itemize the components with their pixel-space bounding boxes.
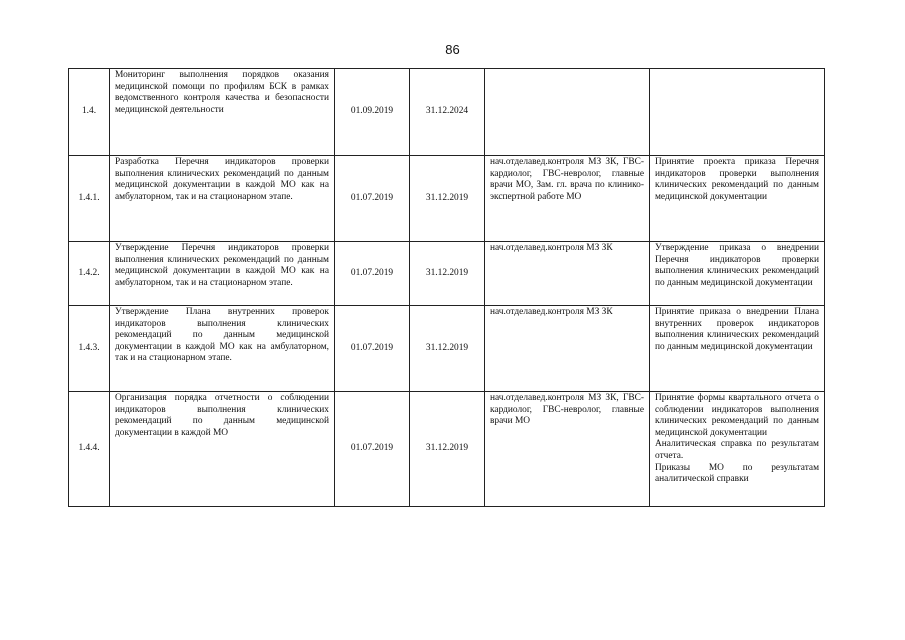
event-description: Утверждение Перечня индикаторов проверки выполнения клинических рекомендаций по данным медицинской документации в каждой МО как на амбулаторном, так и на стационарном этапе. [110,242,335,306]
start-date: 01.07.2019 [335,156,410,242]
row-number: 1.4.1. [69,156,110,242]
result-text: Утверждение приказа о внедрении Перечня индикаторов проверки выполнения клинических рекомендаций по данным медицинской документации [655,243,819,288]
table-row [69,306,825,392]
row-number: 1.4.2. [69,242,110,306]
event-description: Мониторинг выполнения порядков оказания медицинской помощи по профилям БСК в рамках ведомственного контроля качества и безопасности медицинской деятельности [110,69,335,156]
result-text: Приказы МО по результатам аналитической справки [655,462,819,485]
row-number: 1.4.3. [69,306,110,392]
start-date: 01.09.2019 [335,69,410,156]
table-row [69,242,825,306]
start-date: 01.07.2019 [335,306,410,392]
event-description: Организация порядка отчетности о соблюдении индикаторов выполнения клинических рекомендаций по данным медицинской документации в каждой МО [110,392,335,507]
end-date: 31.12.2024 [410,69,485,156]
table-row [69,156,825,242]
result-cell [650,392,825,507]
plan-table [68,68,825,507]
responsible-cell: нач.отделавед.контроля МЗ ЗК, ГВС-кардиолог, ГВС-невролог, главные врачи МО, Зам. гл. врача по клинико-экспертной работе МО [485,156,650,242]
result-text: Принятие формы квартального отчета о соблюдении индикаторов выполнения клинических рекомендаций по данным медицинской документации [655,393,819,438]
end-date: 31.12.2019 [410,392,485,507]
row-number: 1.4. [69,69,110,156]
event-description: Разработка Перечня индикаторов проверки выполнения клинических рекомендаций по данным медицинской документации в каждой МО как на амбулаторном, так и на стационарном этапе. [110,156,335,242]
event-description: Утверждение Плана внутренних проверок индикаторов выполнения клинических рекомендаций по данным медицинской документации в каждой МО как на амбулаторном, так и на стационарном этапе. [110,306,335,392]
responsible-cell: нач.отделавед.контроля МЗ ЗК [485,306,650,392]
start-date: 01.07.2019 [335,242,410,306]
end-date: 31.12.2019 [410,156,485,242]
result-text: Аналитическая справка по результатам отчета. [655,439,819,461]
responsible-cell: нач.отделавед.контроля МЗ ЗК, ГВС-кардиолог, ГВС-невролог, главные врачи МО [485,392,650,507]
table-row [69,392,825,507]
result-cell [650,69,825,156]
result-text: Принятие проекта приказа Перечня индикаторов проверки выполнения клинических рекомендаций по данным медицинской документации [655,157,819,202]
end-date: 31.12.2019 [410,306,485,392]
end-date: 31.12.2019 [410,242,485,306]
result-cell [650,156,825,242]
result-cell [650,242,825,306]
responsible-cell: нач.отделавед.контроля МЗ ЗК [485,242,650,306]
result-cell [650,306,825,392]
page-number: 86 [445,42,460,57]
result-text: Принятие приказа о внедрении Плана внутренних проверок индикаторов выполнения клинических рекомендаций по данным медицинской документации [655,307,819,352]
table-row [69,69,825,156]
start-date: 01.07.2019 [335,392,410,507]
responsible-cell [485,69,650,156]
row-number: 1.4.4. [69,392,110,507]
